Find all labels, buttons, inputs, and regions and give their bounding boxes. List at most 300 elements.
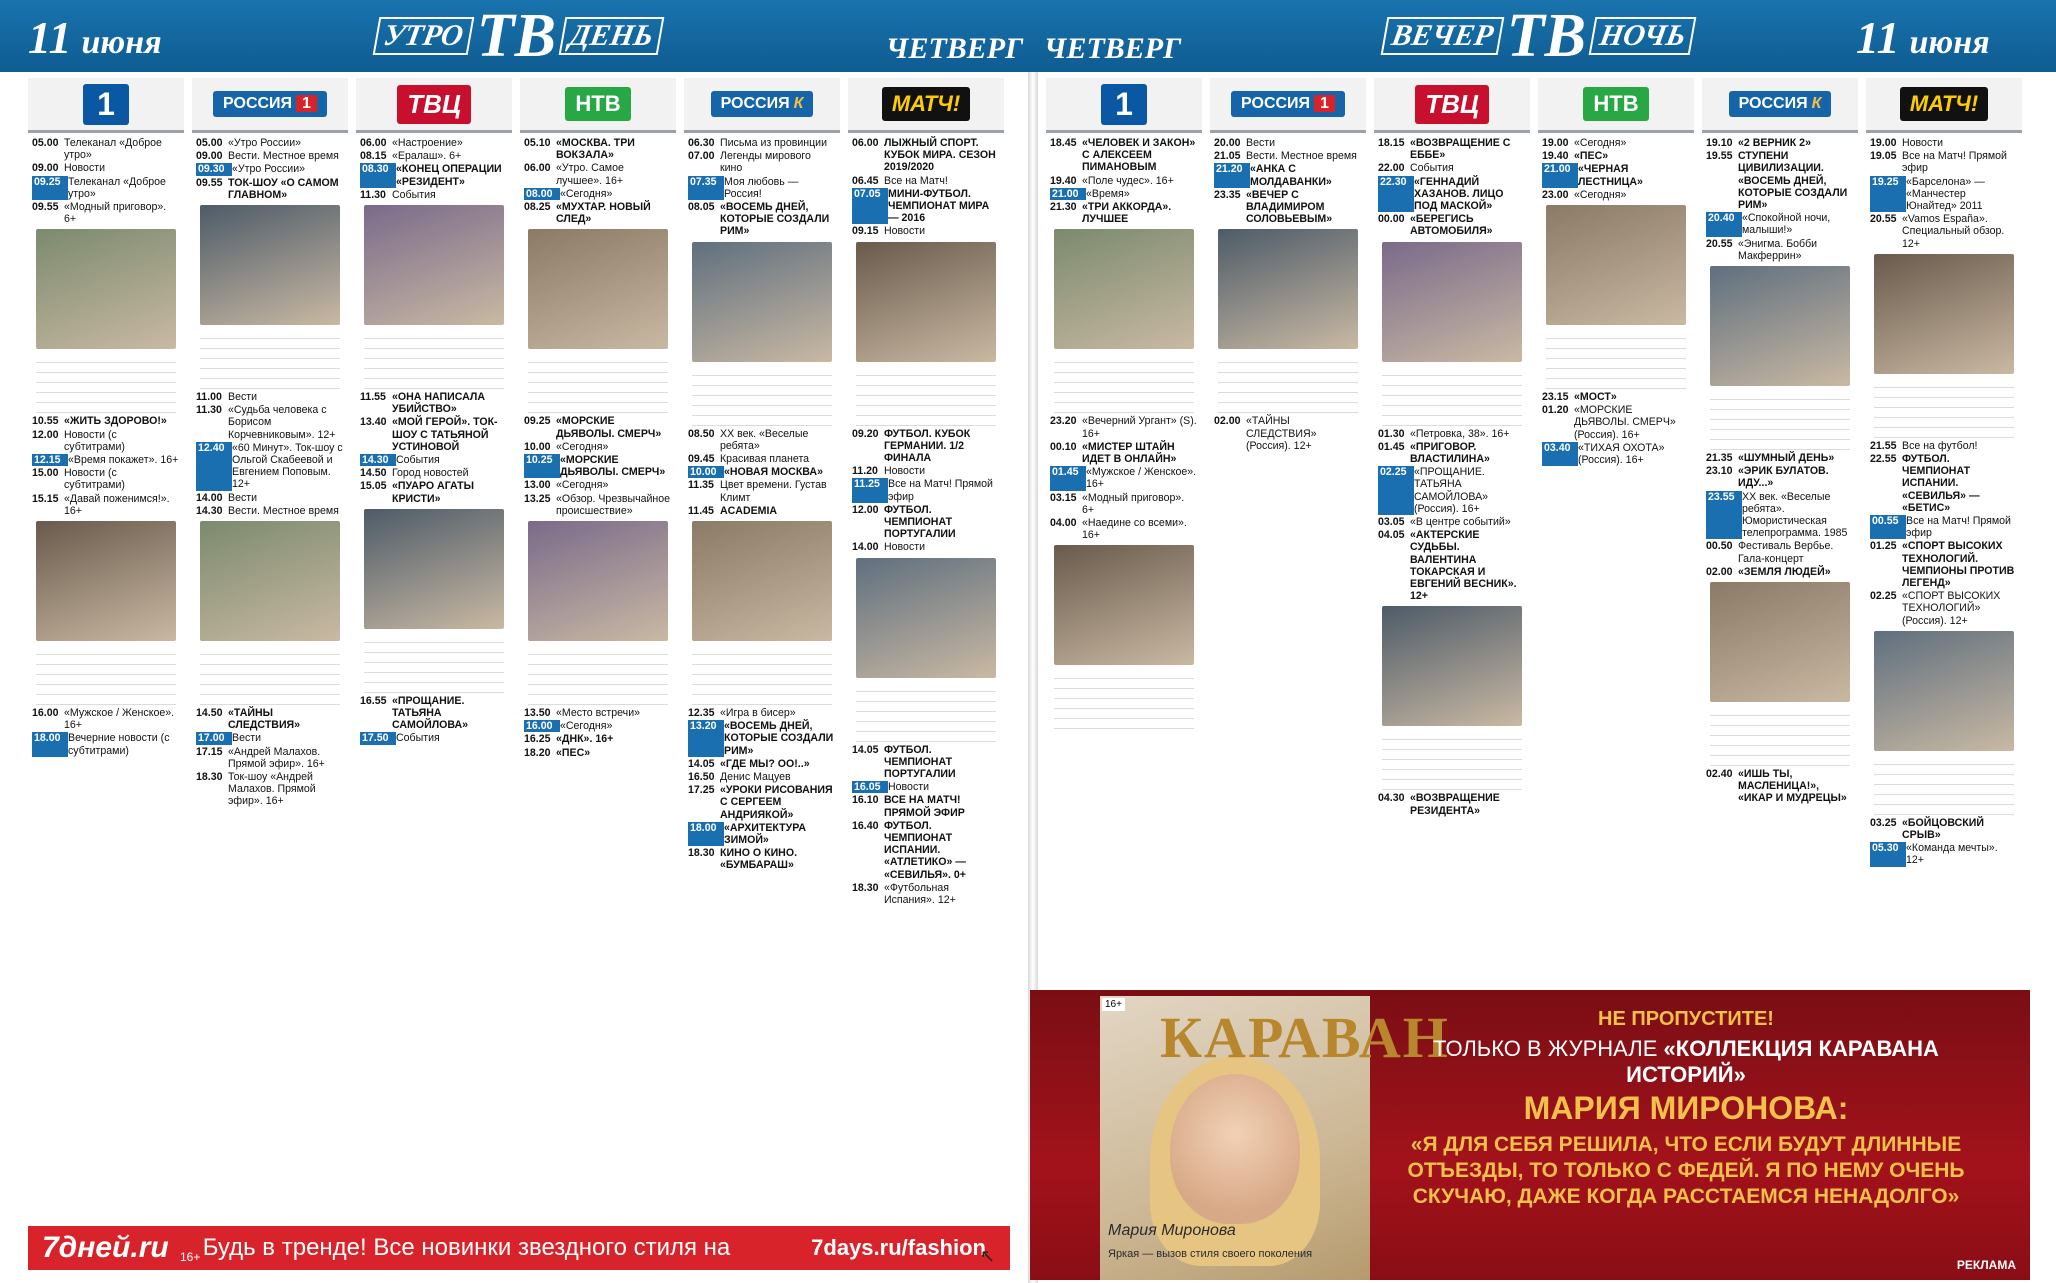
program-time: 08.50: [688, 427, 715, 440]
program-row: [360, 163, 508, 187]
program-row: [524, 493, 672, 517]
program-time: 20.55: [1706, 237, 1733, 250]
program-title: «Vamos España». Специальный обзор. 12+: [1902, 213, 2005, 250]
program-time: 20.55: [1870, 213, 1897, 226]
program-row: [1542, 404, 1690, 441]
program-row: [32, 429, 180, 453]
program-row: [688, 822, 836, 846]
program-row: [852, 794, 1000, 818]
channel-logo: 1: [28, 78, 184, 133]
program-time: 10.55: [32, 415, 59, 428]
program-title: «ОНА НАПИСАЛА УБИЙСТВО»: [392, 391, 486, 416]
program-time: 19.55: [1706, 150, 1733, 163]
program-row: [1050, 137, 1198, 174]
channel-logo: 1: [1046, 78, 1202, 133]
program-row: [688, 150, 836, 174]
program-time: 00.00: [1378, 213, 1405, 226]
program-time: 21.00: [1542, 163, 1578, 187]
program-time: 17.50: [360, 732, 396, 744]
program-description: [1710, 706, 1850, 766]
program-row: [1378, 529, 1526, 602]
channel-column-left-4: [520, 78, 676, 1220]
right-date-day: 11: [1856, 12, 1900, 63]
program-time: 09.45: [688, 453, 715, 466]
program-title: «ТАЙНЫ СЛЕДСТВИЯ»: [228, 707, 301, 732]
program-title: «Время покажет». 16+: [68, 454, 179, 467]
evening-night-logo: [1384, 2, 1693, 70]
right-date-month: июня: [1909, 24, 1990, 61]
left-date-day: 11: [28, 12, 72, 63]
program-photo: [856, 558, 996, 678]
program-row: [1214, 150, 1362, 162]
program-row: [1870, 150, 2018, 174]
program-time: 15.05: [360, 480, 387, 493]
program-title: «МОЙ ГЕРОЙ». ТОК-ШОУ С ТАТЬЯНОЙ УСТИНОВОЙ: [392, 416, 498, 453]
program-title: «ВЕЧЕР С ВЛАДИМИРОМ СОЛОВЬЕВЫМ»: [1246, 188, 1333, 226]
ad-only-in-magazine: [1386, 1036, 1986, 1088]
program-title: Все на Матч! Прямой эфир: [888, 478, 993, 503]
program-row: [1870, 590, 2018, 627]
program-title: «Сегодня»: [560, 720, 613, 733]
program-photo: [36, 521, 176, 641]
program-photo: [364, 509, 504, 629]
program-time: 17.00: [196, 732, 232, 744]
program-title: Новости: [64, 162, 106, 175]
program-time: 15.00: [32, 467, 59, 480]
program-time: 21.00: [1050, 188, 1086, 200]
program-time: 09.00: [196, 150, 223, 163]
program-time: 18.30: [196, 771, 223, 784]
program-photo: [528, 229, 668, 349]
program-title: «Утро. Самое лучшее». 16+: [556, 162, 624, 187]
program-row: [1050, 517, 1198, 541]
program-row: [1050, 175, 1198, 187]
program-time: 06.00: [360, 137, 387, 149]
program-row: [1870, 515, 2018, 539]
program-time: 12.40: [196, 442, 232, 491]
program-title: «2 ВЕРНИК 2»: [1738, 137, 1811, 149]
program-time: 23.55: [1706, 491, 1742, 540]
channel-logo: РОССИЯ К: [684, 78, 840, 133]
program-title: «Модный приговор». 6+: [1082, 491, 1185, 516]
program-title: «Время»: [1086, 187, 1130, 200]
program-title: Новости: [884, 541, 926, 554]
left-date: [28, 14, 162, 67]
program-description: [1546, 329, 1686, 389]
program-time: 12.15: [32, 454, 68, 466]
program-title: Вести: [228, 491, 258, 504]
program-title: «Поле чудес». 16+: [1082, 174, 1174, 187]
program-time: 14.05: [688, 757, 715, 770]
program-photo: [1710, 582, 1850, 702]
program-description: [692, 366, 832, 426]
program-row: [524, 733, 672, 745]
program-time: 16.00: [32, 707, 59, 720]
program-time: 19.10: [1706, 137, 1733, 149]
program-time: 14.50: [196, 707, 223, 720]
program-photo: [1382, 242, 1522, 362]
channel-logo: РОССИЯ 1: [1210, 78, 1366, 133]
program-row: [688, 428, 836, 452]
program-title: «В центре событий»: [1410, 516, 1511, 529]
program-time: 08.30: [360, 163, 396, 187]
program-description: [692, 645, 832, 705]
program-time: 09.00: [32, 162, 59, 175]
program-row: [688, 505, 836, 517]
program-description: [200, 645, 340, 705]
program-time: 06.45: [852, 174, 879, 187]
ad-person-name: МАРИЯ МИРОНОВА:: [1523, 1090, 1849, 1126]
program-title: «МОСТ»: [1574, 391, 1617, 404]
program-time: 12.35: [688, 707, 715, 720]
program-time: 12.00: [32, 428, 59, 441]
program-title: «ВОСЕМЬ ДНЕЙ, КОТОРЫЕ СОЗДАЛИ РИМ»: [724, 720, 834, 757]
program-row: [196, 732, 344, 744]
program-title: События: [1410, 162, 1454, 175]
program-row: [1542, 137, 1690, 149]
program-title: КИНО О КИНО. «БУМБАРАШ»: [720, 847, 798, 872]
program-title: События: [396, 732, 440, 745]
program-time: 00.10: [1050, 440, 1077, 453]
program-time: 21.35: [1706, 452, 1733, 465]
program-row: [1050, 201, 1198, 225]
program-row: [524, 441, 672, 453]
program-time: 06.30: [688, 137, 715, 149]
program-time: 07.05: [852, 188, 888, 225]
logo-night: НОЧЬ: [1589, 17, 1697, 55]
program-title: «СПОРТ ВЫСОКИХ ТЕХНОЛОГИЙ. ЧЕМПИОНЫ ПРОТИВ ЛЕГЕНД»: [1902, 540, 2015, 590]
program-time: 13.00: [524, 479, 551, 492]
program-time: 06.00: [852, 137, 879, 149]
program-title: «ТИХАЯ ОХОТА» (Россия). 16+: [1578, 441, 1665, 467]
program-title: «Настроение»: [392, 137, 463, 149]
program-row: [1050, 188, 1198, 200]
left-date-month: июня: [81, 24, 162, 61]
program-title: «Место встречи»: [556, 707, 641, 720]
program-photo: [364, 205, 504, 325]
program-title: «Сегодня»: [556, 479, 609, 492]
program-row: [1378, 428, 1526, 440]
program-row: [1378, 176, 1526, 213]
program-row: [360, 732, 508, 744]
program-row: [196, 746, 344, 770]
program-title: МИНИ-ФУТБОЛ. ЧЕМПИОНАТ МИРА — 2016: [888, 187, 990, 225]
program-photo: [36, 229, 176, 349]
program-time: 02.25: [1870, 590, 1897, 603]
program-row: [32, 454, 180, 466]
program-time: 01.45: [1378, 440, 1405, 453]
program-row: [1706, 540, 1854, 564]
program-title: «Андрей Малахов. Прямой эфир». 16+: [228, 745, 325, 770]
channel-logo: МАТЧ!: [848, 78, 1004, 133]
program-description: [856, 682, 996, 742]
program-row: [852, 504, 1000, 541]
ad-age-rating: 16+: [1102, 998, 1125, 1011]
program-time: 13.40: [360, 416, 387, 429]
program-time: 04.05: [1378, 529, 1405, 542]
program-row: [1706, 137, 1854, 149]
program-time: 00.50: [1706, 540, 1733, 553]
program-row: [852, 465, 1000, 477]
channel-column-left-3: [356, 78, 512, 1220]
channel-column-left-1: [28, 78, 184, 1220]
program-row: [32, 162, 180, 174]
program-row: [688, 453, 836, 465]
program-title: Все на Матч! Прямой эфир: [1906, 515, 2011, 540]
program-row: [1870, 540, 2018, 589]
program-title: «ПРИГОВОР. ВЛАСТИЛИНА»: [1410, 440, 1490, 466]
program-time: 14.30: [360, 454, 396, 466]
program-time: 21.30: [1050, 201, 1077, 214]
program-title: Новости (с субтитрами): [64, 467, 125, 492]
program-title: «Команда мечты». 12+: [1906, 842, 1998, 867]
program-time: 23.00: [1542, 188, 1569, 201]
program-time: 08.25: [524, 201, 551, 214]
program-time: 21.55: [1870, 439, 1897, 452]
program-title: «Барселона» — «Манчестер Юнайтед» 2011: [1906, 175, 1985, 213]
program-time: 16.50: [688, 771, 715, 784]
mouse-cursor-icon: ↖: [980, 1246, 996, 1266]
program-time: 18.15: [1378, 137, 1405, 149]
channel-logo: МАТЧ!: [1866, 78, 2022, 133]
program-row: [1542, 150, 1690, 162]
program-time: 14.30: [196, 504, 223, 517]
program-title: ФУТБОЛ. ЧЕМПИОНАТ ИСПАНИИ. «АТЛЕТИКО» — «СЕВИЛЬЯ». 0+: [884, 819, 966, 881]
program-title: «МОРСКИЕ ДЬЯВОЛЫ. СМЕРЧ»: [560, 454, 666, 479]
program-row: [524, 162, 672, 186]
program-row: [1050, 441, 1198, 465]
program-row: [32, 201, 180, 225]
program-row: [1870, 453, 2018, 514]
program-title: «ВОСЕМЬ ДНЕЙ, КОТОРЫЕ СОЗДАЛИ РИМ»: [720, 201, 830, 238]
channel-logo: НТВ: [1538, 78, 1694, 133]
program-title: Новости: [884, 225, 926, 238]
program-title: Вести: [228, 391, 258, 404]
program-title: Вечерние новости (с субтитрами): [68, 732, 170, 757]
program-title: «ПЕС»: [1574, 150, 1609, 163]
program-description: [1054, 353, 1194, 413]
program-time: 22.55: [1870, 453, 1897, 466]
program-title: Моя любовь — Россия!: [724, 175, 799, 200]
program-time: 09.20: [852, 427, 879, 440]
program-title: Телеканал «Доброе утро»: [64, 137, 162, 162]
program-title: «ТАЙНЫ СЛЕДСТВИЯ» (Россия). 12+: [1246, 415, 1317, 452]
program-title: «ЧЕЛОВЕК И ЗАКОН» С АЛЕКСЕЕМ ПИМАНОВЫМ: [1082, 137, 1196, 174]
program-time: 18.00: [32, 732, 68, 756]
program-row: [1542, 189, 1690, 201]
program-time: 19.00: [1870, 137, 1897, 149]
program-time: 23.10: [1706, 465, 1733, 478]
program-title: «Мужское / Женское». 16+: [1086, 466, 1197, 491]
program-time: 23.15: [1542, 391, 1569, 404]
program-time: 13.25: [524, 492, 551, 505]
program-description: [1382, 366, 1522, 426]
program-row: [852, 541, 1000, 553]
program-title: «Энигма. Бобби Макферрин»: [1738, 237, 1818, 262]
program-row: [1706, 452, 1854, 464]
program-time: 19.40: [1050, 174, 1077, 187]
magazine-cover: [1100, 996, 1450, 1280]
program-title: «МИСТЕР ШТАЙН ИДЕТ В ОНЛАЙН»: [1082, 440, 1177, 466]
program-row: [1378, 441, 1526, 465]
program-time: 11.30: [196, 404, 222, 417]
program-row: [1706, 566, 1854, 578]
program-row: [32, 707, 180, 731]
program-title: СТУПЕНИ ЦИВИЛИЗАЦИИ. «ВОСЕМЬ ДНЕЙ, КОТОРЫЕ СОЗДАЛИ РИМ»: [1738, 150, 1848, 212]
program-time: 17.15: [196, 745, 223, 758]
program-row: [1542, 442, 1690, 466]
program-time: 16.55: [360, 694, 387, 707]
program-title: «Наедине со всеми». 16+: [1082, 517, 1187, 542]
program-time: 14.50: [360, 467, 387, 480]
ad-only-prefix: ТОЛЬКО В ЖУРНАЛЕ: [1433, 1036, 1664, 1061]
program-time: 16.00: [524, 720, 560, 732]
ad-magazine-name: «КОЛЛЕКЦИЯ КАРАВАНА ИСТОРИЙ»: [1626, 1036, 1939, 1087]
program-time: 16.25: [524, 733, 551, 746]
program-row: [360, 454, 508, 466]
program-time: 05.10: [524, 137, 551, 149]
program-row: [852, 882, 1000, 906]
header-band: [0, 0, 2056, 72]
program-title: «Футбольная Испания». 12+: [884, 881, 956, 907]
program-description: [364, 633, 504, 693]
sevendays-banner[interactable]: [28, 1226, 1010, 1270]
program-row: [196, 163, 344, 175]
program-title: «Утро России»: [228, 137, 302, 149]
program-description: [1710, 390, 1850, 450]
program-row: [1050, 415, 1198, 439]
program-time: 11.35: [688, 479, 714, 492]
program-time: 18.30: [688, 847, 715, 860]
program-time: 10.00: [688, 466, 724, 478]
program-row: [1870, 137, 2018, 149]
program-row: [1378, 137, 1526, 161]
program-time: 11.30: [360, 188, 386, 201]
program-time: 00.55: [1870, 515, 1906, 539]
program-title: «ПРОЩАНИЕ. ТАТЬЯНА САМОЙЛОВА»: [392, 694, 469, 732]
program-photo: [1874, 254, 2014, 374]
program-row: [1378, 213, 1526, 237]
channel-logo: РОССИЯ 1: [192, 78, 348, 133]
program-row: [688, 847, 836, 871]
program-title: Вести: [232, 732, 262, 745]
program-title: «60 Минут». Ток-шоу с Ольгой Скабеевой и Евгением Поповым. 12+: [232, 441, 343, 491]
banner-site: 7дней.ru: [42, 1231, 169, 1264]
program-time: 11.45: [688, 504, 714, 517]
program-title: ТОК-ШОУ «О САМОМ ГЛАВНОМ»: [228, 176, 339, 201]
program-description: [1054, 669, 1194, 729]
program-row: [688, 466, 836, 478]
channel-logo: ТВЦ: [1374, 78, 1530, 133]
program-title: Вести. Местное время: [228, 504, 339, 517]
program-row: [1214, 415, 1362, 452]
program-row: [524, 415, 672, 439]
program-row: [524, 454, 672, 478]
program-time: 03.15: [1050, 491, 1077, 504]
program-title: «АРХИТЕКТУРА ЗИМОЙ»: [724, 821, 806, 847]
program-row: [360, 137, 508, 149]
program-row: [1870, 842, 2018, 866]
program-row: [196, 442, 344, 491]
program-title: «АКТЕРСКИЕ СУДЬБЫ. ВАЛЕНТИНА ТОКАРСКАЯ И ЕВГЕНИЙ ВЕСНИК». 12+: [1410, 529, 1517, 603]
program-title: «ДНК». 16+: [556, 733, 614, 746]
program-title: «БОЙЦОВСКИЙ СРЫВ»: [1902, 816, 1984, 842]
program-row: [360, 391, 508, 415]
program-title: «УРОКИ РИСОВАНИЯ С СЕРГЕЕМ АНДРИЯКОЙ»: [720, 784, 833, 821]
program-photo: [1218, 229, 1358, 349]
program-title: Новости: [884, 465, 926, 478]
program-title: «ИШЬ ТЫ, МАСЛЕНИЦА!», «ИКАР И МУДРЕЦЫ»: [1738, 768, 1847, 805]
program-row: [1378, 792, 1526, 816]
program-row: [360, 467, 508, 479]
program-title: «ГЕННАДИЙ ХАЗАНОВ. ЛИЦО ПОД МАСКОЙ»: [1414, 175, 1504, 213]
program-title: «СПОРТ ВЫСОКИХ ТЕХНОЛОГИЙ» (Россия). 12+: [1902, 590, 2001, 627]
program-time: 18.20: [524, 746, 551, 759]
program-row: [524, 137, 672, 161]
program-title: «МУХТАР. НОВЫЙ СЛЕД»: [556, 201, 651, 226]
program-title: «КОНЕЦ ОПЕРАЦИИ «РЕЗИДЕНТ»: [396, 163, 502, 188]
program-row: [524, 720, 672, 732]
program-photo: [1054, 545, 1194, 665]
program-time: 16.05: [852, 781, 888, 793]
program-time: 21.20: [1214, 163, 1250, 187]
program-row: [688, 771, 836, 783]
banner-url-link[interactable]: 7days.ru/fashion: [811, 1235, 986, 1260]
program-row: [32, 732, 180, 756]
program-title: События: [392, 188, 436, 201]
program-title: «ВОЗВРАЩЕНИЕ С ЕББЕ»: [1410, 137, 1511, 162]
program-title: ХХ век. «Веселые ребята»: [720, 427, 809, 452]
program-description: [1874, 378, 2014, 438]
program-time: 10.00: [524, 440, 551, 453]
banner-age-rating: 16+: [180, 1250, 201, 1264]
program-title: «ПУАРО АГАТЫ КРИСТИ»: [392, 480, 475, 505]
program-time: 09.55: [32, 201, 59, 214]
program-time: 22.00: [1378, 162, 1405, 175]
channel-logo: РОССИЯ К: [1702, 78, 1858, 133]
program-photo: [200, 521, 340, 641]
program-title: ACADEMIA: [720, 504, 778, 517]
program-time: 09.55: [196, 176, 223, 189]
program-time: 23.20: [1050, 415, 1077, 428]
cover-face-shape: [1170, 1074, 1300, 1224]
program-row: [1870, 213, 2018, 250]
program-row: [1378, 162, 1526, 174]
channel-logo: ТВЦ: [356, 78, 512, 133]
program-title: ФУТБОЛ. ЧЕМПИОНАТ ПОРТУГАЛИИ: [884, 743, 956, 781]
program-row: [32, 176, 180, 200]
program-time: 13.20: [688, 720, 724, 757]
program-time: 20.40: [1706, 212, 1742, 236]
right-date: [1856, 14, 1990, 67]
program-time: 07.00: [688, 150, 715, 163]
program-time: 18.00: [688, 822, 724, 846]
program-time: 14.05: [852, 743, 879, 756]
program-title: «ВОЗВРАЩЕНИЕ РЕЗИДЕНТА»: [1410, 792, 1500, 817]
program-title: Вести. Местное время: [1246, 150, 1357, 163]
program-time: 09.25: [32, 176, 68, 200]
program-time: 08.05: [688, 201, 715, 214]
program-row: [688, 176, 836, 200]
program-row: [1870, 440, 2018, 452]
program-description: [856, 366, 996, 426]
program-row: [688, 720, 836, 757]
program-row: [196, 492, 344, 504]
program-title: Новости: [1902, 137, 1944, 149]
program-time: 11.25: [852, 478, 888, 502]
banner-slogan: Будь в тренде! Все новинки звездного стиля на: [202, 1234, 731, 1261]
program-time: 02.40: [1706, 768, 1733, 781]
